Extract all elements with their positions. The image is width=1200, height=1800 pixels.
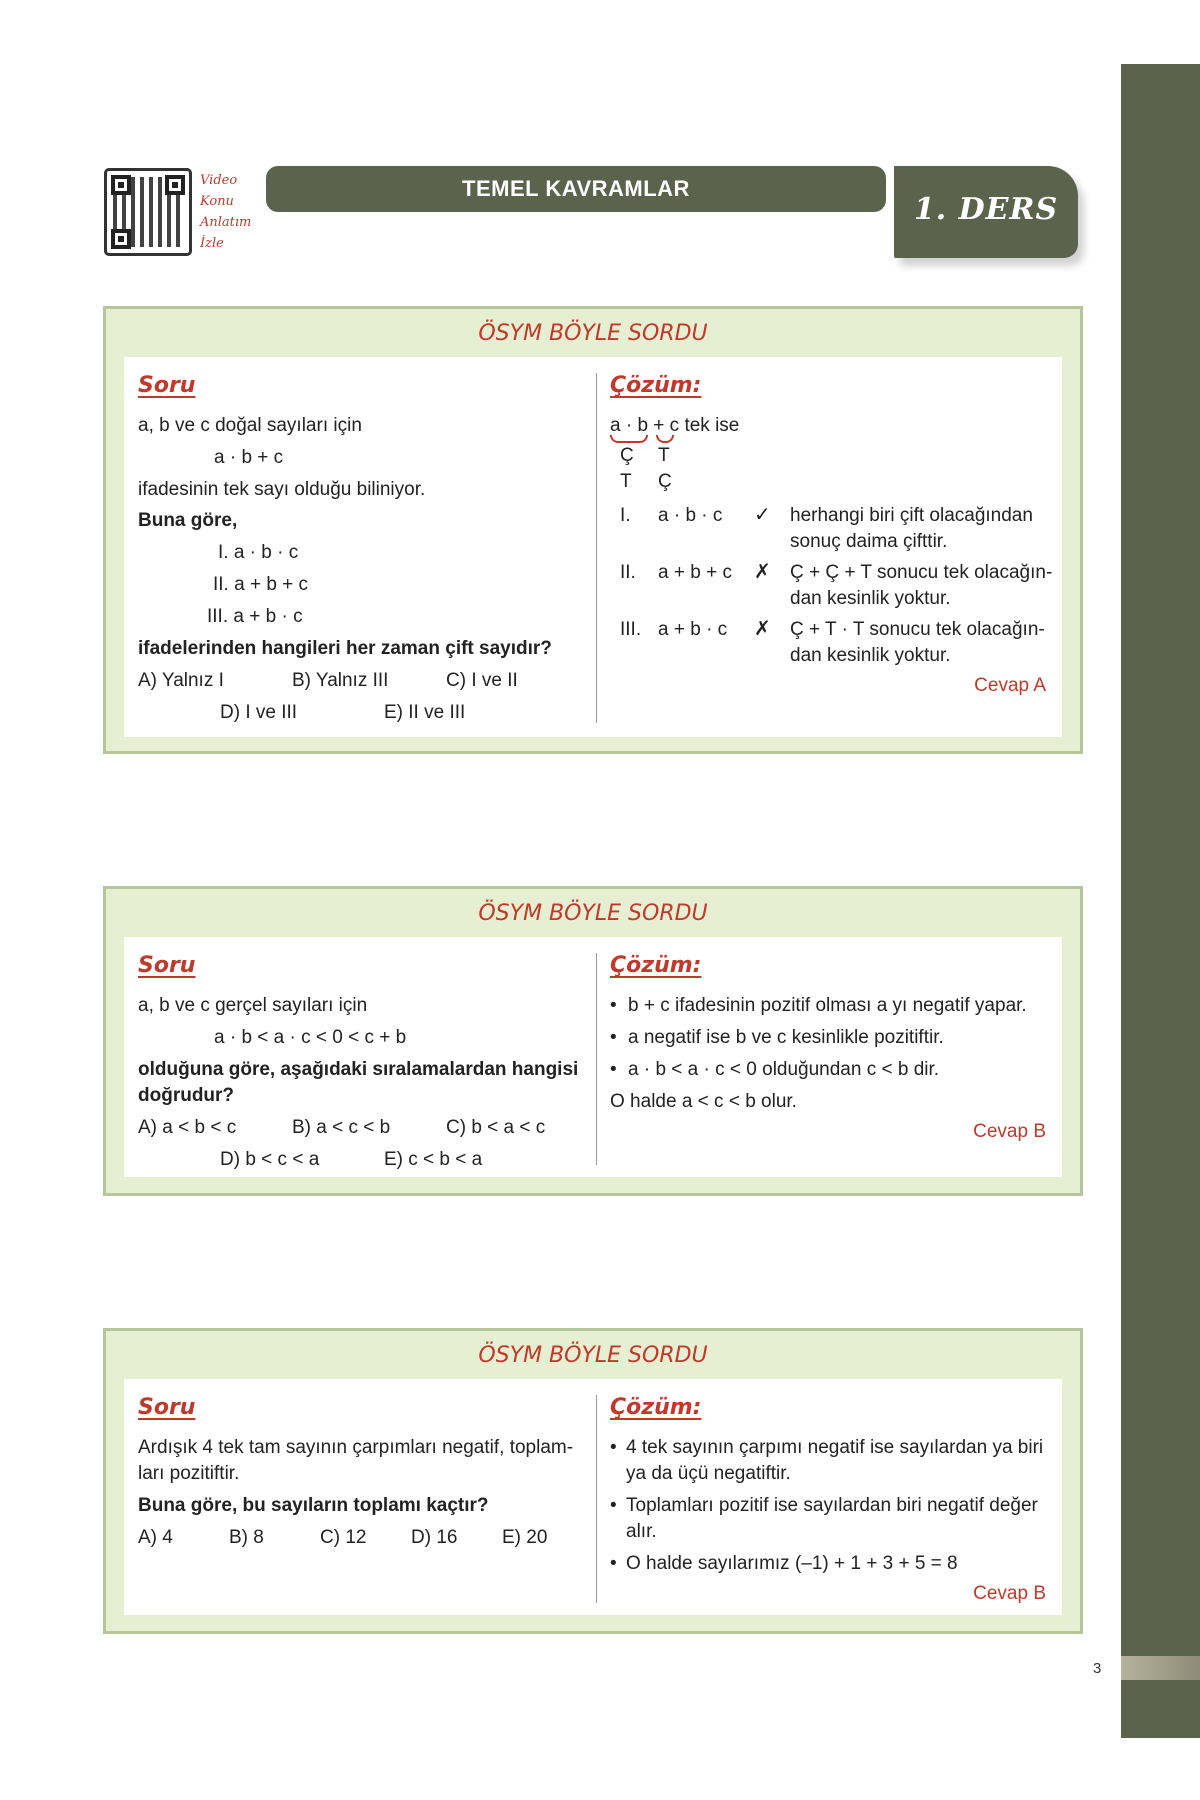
question-prompt: Buna göre, (138, 510, 238, 531)
question-text: ları pozitiftir. (138, 1463, 240, 1484)
cozum-label: Çözüm: (610, 1395, 702, 1420)
question-ask: doğrudur? (138, 1085, 235, 1106)
answer-option[interactable]: E) 20 (502, 1527, 548, 1548)
column-divider (596, 953, 597, 1165)
question-ask: Buna göre, bu sayıların toplamı kaçtır? (138, 1495, 489, 1516)
question-text: a, b ve c doğal sayıları için (138, 415, 362, 436)
answer-option[interactable]: E) c < b < a (384, 1149, 483, 1170)
answer-label: Cevap B (973, 1121, 1046, 1142)
answer-option[interactable]: C) I ve II (446, 670, 518, 691)
question-card-3 (103, 1328, 1083, 1634)
check-icon: ✓ (754, 504, 771, 526)
solution-conclusion: O halde a < c < b olur. (610, 1091, 797, 1112)
qr-caption-line: İzle (200, 236, 224, 251)
solution-row-num: III. (620, 619, 642, 640)
lesson-badge (894, 166, 1078, 258)
bullet-icon: • (610, 995, 617, 1016)
question-expr: a · b + c (214, 447, 284, 468)
cross-icon: ✗ (754, 561, 771, 583)
soru-label: Soru (138, 1395, 196, 1420)
bullet-icon: • (610, 1437, 617, 1458)
bullet-icon: • (610, 1495, 617, 1516)
parity-annotation: T (620, 471, 632, 492)
bullet-icon: • (610, 1059, 617, 1080)
question-item: I. a · b · c (218, 542, 299, 563)
solution-row-num: I. (620, 505, 631, 526)
solution-bullet: O halde sayılarımız (–1) + 1 + 3 + 5 = 8 (626, 1553, 958, 1574)
answer-option[interactable]: A) a < b < c (138, 1117, 237, 1138)
underbrace (610, 435, 648, 443)
card-body (124, 1379, 1062, 1615)
bullet-icon: • (610, 1553, 617, 1574)
solution-bullet: ya da üçü negatiftir. (626, 1463, 791, 1484)
solution-bullet: Toplamları pozitif ise sayılardan biri negatif değer (626, 1495, 1038, 1516)
column-divider (596, 373, 597, 723)
answer-option[interactable]: A) 4 (138, 1527, 173, 1548)
solution-row-text: herhangi biri çift olacağından (790, 505, 1033, 526)
card-heading: ÖSYM BÖYLE SORDU (478, 901, 708, 926)
qr-caption (200, 170, 270, 254)
side-band (1121, 64, 1200, 1738)
question-expr: a · b < a · c < 0 < c + b (214, 1027, 407, 1048)
answer-option[interactable]: D) 16 (411, 1527, 458, 1548)
page-tab (1121, 1656, 1200, 1680)
card-body (124, 937, 1062, 1177)
solution-bullet: a · b < a · c < 0 olduğundan c < b dir. (628, 1059, 940, 1080)
solution-row-expr: a · b · c (658, 505, 723, 526)
solution-bullet: a negatif ise b ve c kesinlikle pozitiftir. (628, 1027, 944, 1048)
qr-caption-line: Anlatım (200, 215, 252, 230)
answer-label: Cevap B (973, 1583, 1046, 1604)
page-number: 3 (1093, 1660, 1102, 1677)
card-heading: ÖSYM BÖYLE SORDU (478, 321, 708, 346)
solution-row-text: Ç + Ç + T sonucu tek olacağın- (790, 562, 1053, 583)
solution-row-text: sonuç daima çifttir. (790, 531, 948, 552)
lesson-label: 1. DERS (913, 192, 1059, 227)
answer-option[interactable]: C) 12 (320, 1527, 367, 1548)
answer-option[interactable]: C) b < a < c (446, 1117, 546, 1138)
question-ask: ifadelerinden hangileri her zaman çift sayıdır? (138, 638, 552, 659)
answer-option[interactable]: B) Yalnız III (292, 670, 389, 691)
solution-bullet: b + c ifadesinin pozitif olması a yı negatif yapar. (628, 995, 1027, 1016)
question-item: II. a + b + c (213, 574, 309, 595)
answer-option[interactable]: B) 8 (229, 1527, 264, 1548)
answer-option[interactable]: E) II ve III (384, 702, 466, 723)
answer-option[interactable]: D) b < c < a (220, 1149, 320, 1170)
qr-finder (111, 175, 131, 195)
qr-finder (165, 175, 185, 195)
question-text: ifadesinin tek sayı olduğu biliniyor. (138, 479, 426, 500)
answer-option[interactable]: A) Yalnız I (138, 670, 224, 691)
card-body (124, 357, 1062, 737)
question-card-1 (103, 306, 1083, 754)
section-title: TEMEL KAVRAMLAR (266, 166, 886, 212)
question-text: a, b ve c gerçel sayıları için (138, 995, 368, 1016)
qr-caption-line: Konu (200, 194, 234, 209)
answer-option[interactable]: B) a < c < b (292, 1117, 391, 1138)
question-card-2 (103, 886, 1083, 1196)
solution-row-text: Ç + T · T sonucu tek olacağın- (790, 619, 1045, 640)
parity-annotation: T (658, 445, 670, 466)
card-heading: ÖSYM BÖYLE SORDU (478, 1343, 708, 1368)
qr-code[interactable] (104, 168, 192, 256)
qr-finder (111, 229, 131, 249)
solution-row-expr: a + b · c (658, 619, 728, 640)
underbrace (656, 435, 674, 443)
soru-label: Soru (138, 373, 196, 398)
answer-label: Cevap A (974, 675, 1046, 696)
cozum-label: Çözüm: (610, 373, 702, 398)
solution-bullet: 4 tek sayının çarpımı negatif ise sayılardan ya biri (626, 1437, 1044, 1458)
solution-row-text: dan kesinlik yoktur. (790, 645, 951, 666)
solution-expr: a · b + c tek ise (610, 415, 740, 436)
cozum-label: Çözüm: (610, 953, 702, 978)
solution-bullet: alır. (626, 1521, 657, 1542)
question-item: III. a + b · c (207, 606, 303, 627)
solution-row-expr: a + b + c (658, 562, 732, 583)
parity-annotation: Ç (658, 471, 672, 492)
column-divider (596, 1395, 597, 1603)
cross-icon: ✗ (754, 618, 771, 640)
answer-option[interactable]: D) I ve III (220, 702, 298, 723)
solution-row-num: II. (620, 562, 636, 583)
question-text: Ardışık 4 tek tam sayının çarpımları negatif, toplam- (138, 1437, 574, 1458)
solution-row-text: dan kesinlik yoktur. (790, 588, 951, 609)
qr-caption-line: Video (200, 173, 238, 188)
soru-label: Soru (138, 953, 196, 978)
question-ask: olduğuna göre, aşağıdaki sıralamalardan hangisi (138, 1059, 579, 1080)
parity-annotation: Ç (620, 445, 634, 466)
bullet-icon: • (610, 1027, 617, 1048)
